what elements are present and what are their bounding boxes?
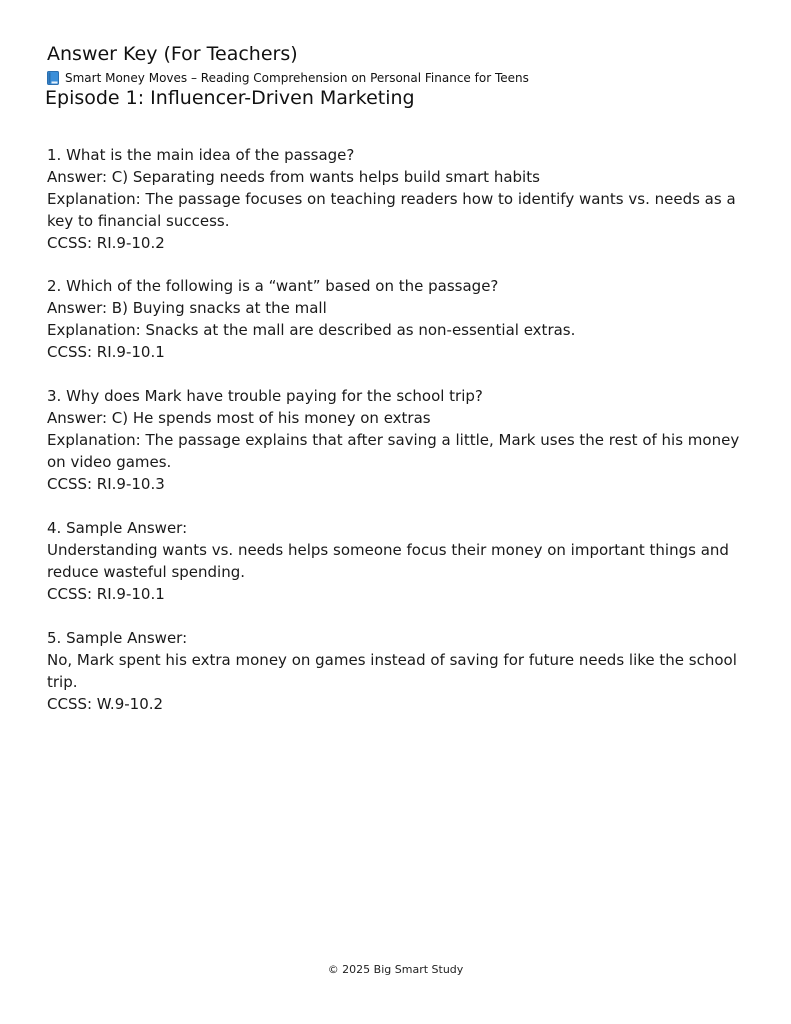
- explanation-text: Explanation: The passage explains that after saving a little, Mark uses the rest of his money on video games.: [47, 431, 740, 471]
- document-title: Answer Key (For Teachers): [47, 43, 298, 65]
- answer-text: Understanding wants vs. needs helps someone focus their money on important things and reduce wasteful spending.: [47, 541, 729, 581]
- answer-text: No, Mark spent his extra money on games instead of saving for future needs like the school trip.: [47, 651, 737, 691]
- answer-text: Answer: C) He spends most of his money on extras: [47, 409, 431, 427]
- answer-item-4: [47, 517, 747, 605]
- question-text: 5. Sample Answer:: [47, 629, 188, 647]
- ccss-standard: CCSS: RI.9-10.1: [47, 343, 165, 361]
- answer-item-5: [47, 627, 747, 715]
- subtitle-text: Smart Money Moves – Reading Comprehension on Personal Finance for Teens: [65, 71, 529, 85]
- ccss-standard: CCSS: W.9-10.2: [47, 695, 164, 713]
- explanation-text: Explanation: Snacks at the mall are described as non-essential extras.: [47, 321, 576, 339]
- document-subtitle: [47, 70, 529, 86]
- answer-item-3: [47, 385, 747, 495]
- explanation-text: Explanation: The passage focuses on teaching readers how to identify wants vs. needs as a key to financial success.: [47, 190, 736, 230]
- ccss-standard: CCSS: RI.9-10.2: [47, 234, 165, 252]
- question-text: 3. Why does Mark have trouble paying for the school trip?: [47, 387, 483, 405]
- episode-title: Episode 1: Influencer-Driven Marketing: [45, 87, 415, 109]
- book-icon: [47, 71, 59, 85]
- question-text: 4. Sample Answer:: [47, 519, 188, 537]
- question-text: 2. Which of the following is a “want” based on the passage?: [47, 277, 499, 295]
- question-text: 1. What is the main idea of the passage?: [47, 146, 355, 164]
- answer-item-2: [47, 275, 747, 363]
- answer-text: Answer: C) Separating needs from wants helps build smart habits: [47, 168, 540, 186]
- footer-copyright: © 2025 Big Smart Study: [327, 963, 464, 976]
- answer-text: Answer: B) Buying snacks at the mall: [47, 299, 327, 317]
- ccss-standard: CCSS: RI.9-10.3: [47, 475, 165, 493]
- answer-item-1: [47, 144, 747, 254]
- ccss-standard: CCSS: RI.9-10.1: [47, 585, 165, 603]
